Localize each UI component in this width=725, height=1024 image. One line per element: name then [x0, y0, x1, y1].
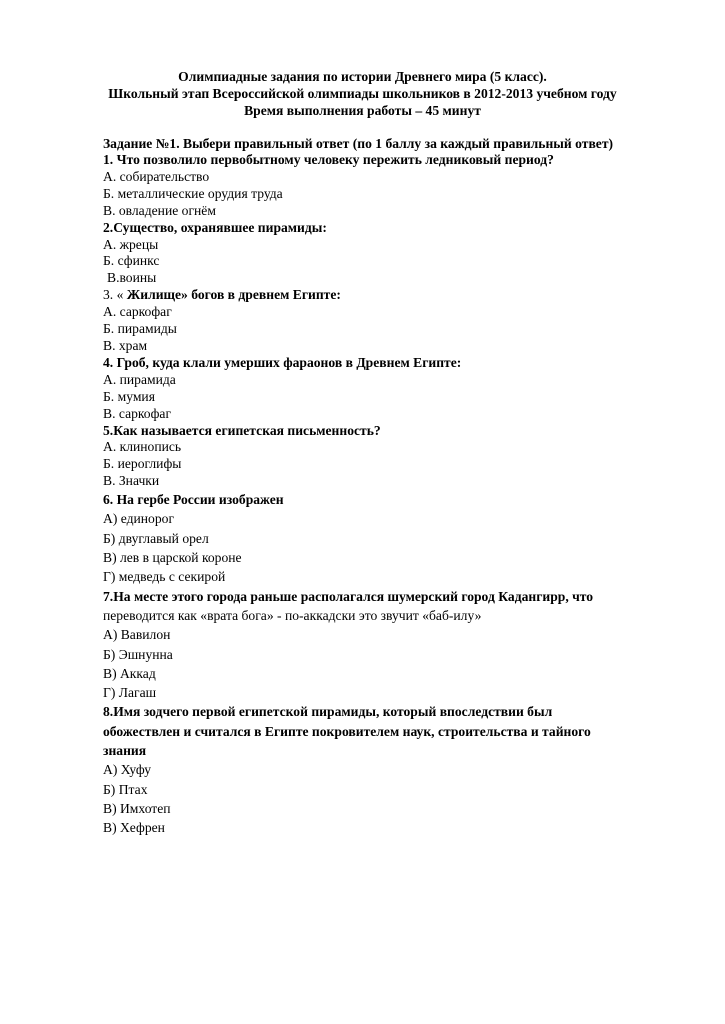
question-2: 2.Существо, охранявшее пирамиды: — [103, 219, 327, 235]
questions-block-1-5 — [103, 152, 683, 490]
question-3 — [103, 287, 683, 304]
question-7-option-d: Г) Лагаш — [103, 685, 157, 701]
question-5-option-a: А. клинопись — [103, 439, 182, 455]
question-8-line-2: обожествлен и считался в Египте покровителем наук, строительства и тайного — [103, 723, 591, 739]
question-7-option-b: Б) Эшнунна — [103, 646, 173, 662]
question-8-line-1: 8.Имя зодчего первой египетской пирамиды, который впоследствии был — [103, 704, 553, 720]
question-2-option-b: Б. сфинкс — [103, 253, 160, 269]
document-header — [0, 68, 725, 119]
header-title-line: Олимпиадные задания по истории Древнего мира (5 класс). — [178, 69, 547, 84]
question-1-option-c: В. овладение огнём — [103, 202, 216, 218]
question-2-option-c: В.воины — [107, 270, 157, 286]
question-3-option-b: Б. пирамиды — [103, 321, 177, 337]
question-7-option-a: А) Вавилон — [103, 627, 171, 643]
question-4-option-b: Б. мумия — [103, 388, 155, 404]
question-2-option-a: А. жрецы — [103, 236, 159, 252]
question-6-option-c: В) лев в царской короне — [103, 550, 242, 566]
question-1-option-a: А. собирательство — [103, 168, 210, 184]
task-title: Задание №1. Выбери правильный ответ (по 1 баллу за каждый правильный ответ) — [103, 136, 614, 151]
question-3-option-a: А. саркофаг — [103, 304, 172, 320]
question-8-line-3: знания — [103, 742, 147, 758]
question-8-option-a: А) Хуфу — [103, 762, 152, 778]
question-4: 4. Гроб, куда клали умерших фараонов в Древнем Египте: — [103, 354, 462, 370]
header-subtitle-line: Школьный этап Всероссийской олимпиады школьников в 2012-2013 учебном году — [108, 86, 617, 101]
question-3-option-c: В. храм — [103, 337, 148, 353]
question-8-option-d: В) Хефрен — [103, 820, 165, 836]
question-1-option-b: Б. металлические орудия труда — [103, 185, 283, 201]
question-8-option-c: В) Имхотеп — [103, 800, 171, 816]
question-5-option-b: Б. иероглифы — [103, 456, 182, 472]
question-6-option-d: Г) медведь с секирой — [103, 569, 226, 585]
header-time-line: Время выполнения работы – 45 минут — [244, 103, 481, 118]
question-6-option-a: А) единорог — [103, 511, 175, 527]
question-4-option-c: В. саркофаг — [103, 405, 172, 421]
question-7-option-c: В) Аккад — [103, 665, 156, 681]
question-4-option-a: А. пирамида — [103, 371, 176, 387]
document-body — [103, 135, 683, 837]
question-5-option-c: В. Значки — [103, 473, 160, 489]
question-1: 1. Что позволило первобытному человеку пережить ледниковый период? — [103, 152, 554, 167]
question-5: 5.Как называется египетская письменность? — [103, 422, 381, 438]
questions-block-6-8 — [103, 490, 683, 837]
question-6-option-b: Б) двуглавый орел — [103, 530, 209, 546]
question-3-prefix: 3. « — [103, 287, 127, 303]
question-8-option-b: Б) Птах — [103, 781, 148, 797]
question-7-continuation: переводится как «врата бога» - по-аккадски это звучит «баб-илу» — [103, 607, 482, 623]
question-6: 6. На гербе России изображен — [103, 492, 284, 508]
question-3-text: Жилище» богов в древнем Египте: — [126, 287, 341, 303]
question-7: 7.На месте этого города раньше располагался шумерский город Кадангирр, что — [103, 588, 594, 604]
